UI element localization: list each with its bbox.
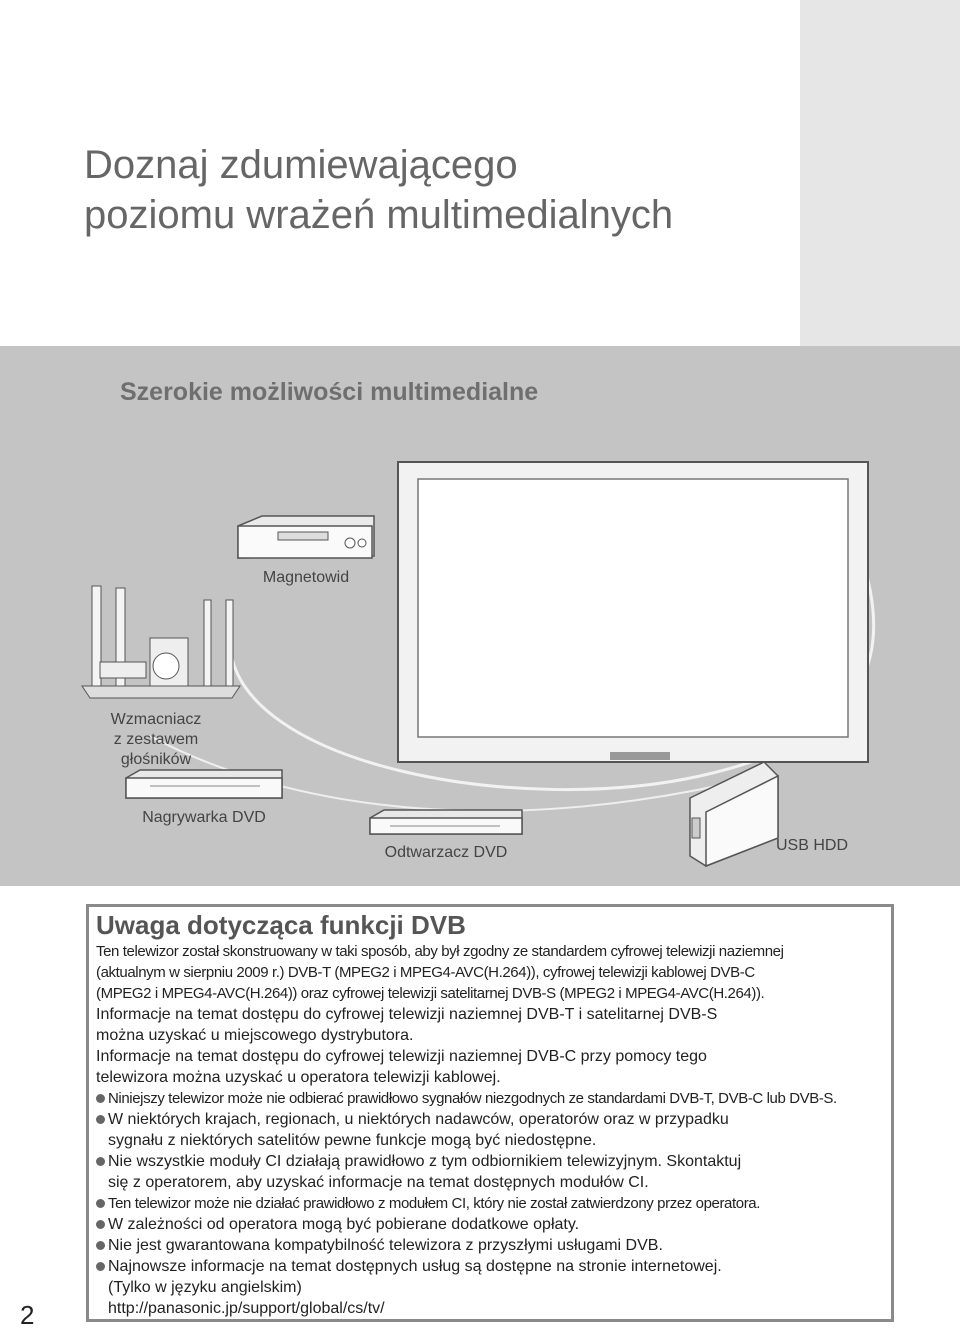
amplifier-label-line-2: z zestawem	[113, 731, 199, 748]
dvb-info-cable-line-1: Informacje na temat dostępu do cyfrowej telewizji naziemnej DVB-C przy pomocy tego	[96, 1048, 707, 1065]
page-title-line-1: Doznaj zdumiewającego	[84, 143, 518, 187]
support-url-link[interactable]: http://panasonic.jp/support/global/cs/tv/	[108, 1300, 385, 1317]
dvb-bullet-2-line-2: sygnału z niektórych satelitów pewne funkcje mogą być niedostępne.	[108, 1132, 597, 1149]
dvb-bullet-7-line-1: Najnowsze informacje na temat dostępnych usług są dostępne na stronie internetowej.	[108, 1258, 722, 1275]
dvb-bullet-2	[96, 1109, 896, 1151]
dvd-player-label: Odtwarzacz DVD	[384, 844, 508, 861]
page-title-line-2: poziomu wrażeń multimedialnych	[84, 193, 674, 237]
amplifier-speakers-icon	[82, 586, 240, 698]
multimedia-heading: Szerokie możliwości multimedialne	[120, 378, 539, 406]
devices-illustration	[0, 346, 960, 886]
dvb-intro-line-1: Ten telewizor został skonstruowany w taki sposób, aby był zgodny ze standardem cyfrowej telewizji naziemnej	[96, 943, 784, 960]
dvb-info-terrestrial-line-2: można uzyskać u miejscowego dystrybutora.	[96, 1027, 414, 1044]
multimedia-band	[0, 346, 960, 886]
amplifier-label	[96, 710, 216, 770]
dvb-notice-heading: Uwaga dotycząca funkcji DVB	[96, 910, 466, 940]
dvb-bullet-6-line-1: Nie jest gwarantowana kompatybilność telewizora z przyszłymi usługami DVB.	[108, 1237, 663, 1254]
page-title	[84, 140, 804, 240]
usb-hdd-icon	[690, 762, 778, 866]
vcr-icon	[238, 516, 374, 558]
top-right-shade	[800, 0, 960, 346]
vcr-label: Magnetowid	[262, 569, 350, 586]
bullet-dot-icon	[96, 1262, 105, 1271]
dvb-info-cable-line-2: telewizora można uzyskać u operatora telewizji kablowej.	[96, 1069, 501, 1086]
dvb-bullet-3-line-2: się z operatorem, aby uzyskać informacje na temat dostępnych modułów CI.	[108, 1174, 649, 1191]
bullet-dot-icon	[96, 1241, 105, 1250]
dvb-notice-box	[86, 904, 894, 1322]
dvb-intro-line-2: (aktualnym w sierpniu 2009 r.) DVB-T (MPEG2 i MPEG4-AVC(H.264)), cyfrowej telewizji kablowej DVB-C	[96, 964, 755, 981]
dvb-bullet-7-line-2: (Tylko w języku angielskim)	[108, 1279, 302, 1296]
dvd-recorder-icon	[126, 770, 282, 798]
dvd-player-icon	[370, 810, 522, 834]
dvb-bullet-4	[96, 1193, 896, 1214]
amplifier-label-line-1: Wzmacniacz	[110, 711, 202, 728]
amplifier-label-line-3: głośników	[120, 751, 192, 768]
dvb-bullet-6	[96, 1235, 896, 1256]
dvb-bullet-3	[96, 1151, 896, 1193]
dvb-bullet-7	[96, 1256, 896, 1319]
dvb-intro-line-3: (MPEG2 i MPEG4-AVC(H.264)) oraz cyfrowej telewizji satelitarnej DVB-S (MPEG2 i MPEG4-AVC(H.264)).	[96, 985, 765, 1002]
tv-icon	[398, 462, 868, 762]
bullet-dot-icon	[96, 1115, 105, 1124]
bullet-dot-icon	[96, 1157, 105, 1166]
dvb-info-terrestrial-line-1: Informacje na temat dostępu do cyfrowej telewizji naziemnej DVB-T i satelitarnej DVB-S	[96, 1006, 718, 1023]
dvb-bullet-3-line-1: Nie wszystkie moduły CI działają prawidłowo z tym odbiornikiem telewizyjnym. Skontaktuj	[108, 1153, 742, 1170]
dvb-bullet-5-line-1: W zależności od operatora mogą być pobierane dodatkowe opłaty.	[108, 1216, 580, 1233]
bullet-dot-icon	[96, 1220, 105, 1229]
dvb-bullet-1-line-1: Niniejszy telewizor może nie odbierać prawidłowo sygnałów niezgodnych ze standardami DVB-T, DVB-C lub DVB-S.	[108, 1090, 837, 1107]
usb-hdd-label: USB HDD	[775, 837, 848, 854]
dvb-bullet-5	[96, 1214, 896, 1235]
dvb-bullet-1	[96, 1088, 896, 1109]
bullet-dot-icon	[96, 1094, 105, 1103]
bullet-dot-icon	[96, 1199, 105, 1208]
dvb-bullet-4-line-1: Ten telewizor może nie działać prawidłowo z modułem CI, który nie został zatwierdzony przez operatora.	[108, 1195, 761, 1212]
dvb-bullet-2-line-1: W niektórych krajach, regionach, u niektórych nadawców, operatorów oraz w przypadku	[108, 1111, 729, 1128]
page-number: 2	[20, 1300, 35, 1330]
dvd-recorder-label: Nagrywarka DVD	[142, 809, 266, 826]
dvb-notice-content	[96, 909, 896, 1319]
